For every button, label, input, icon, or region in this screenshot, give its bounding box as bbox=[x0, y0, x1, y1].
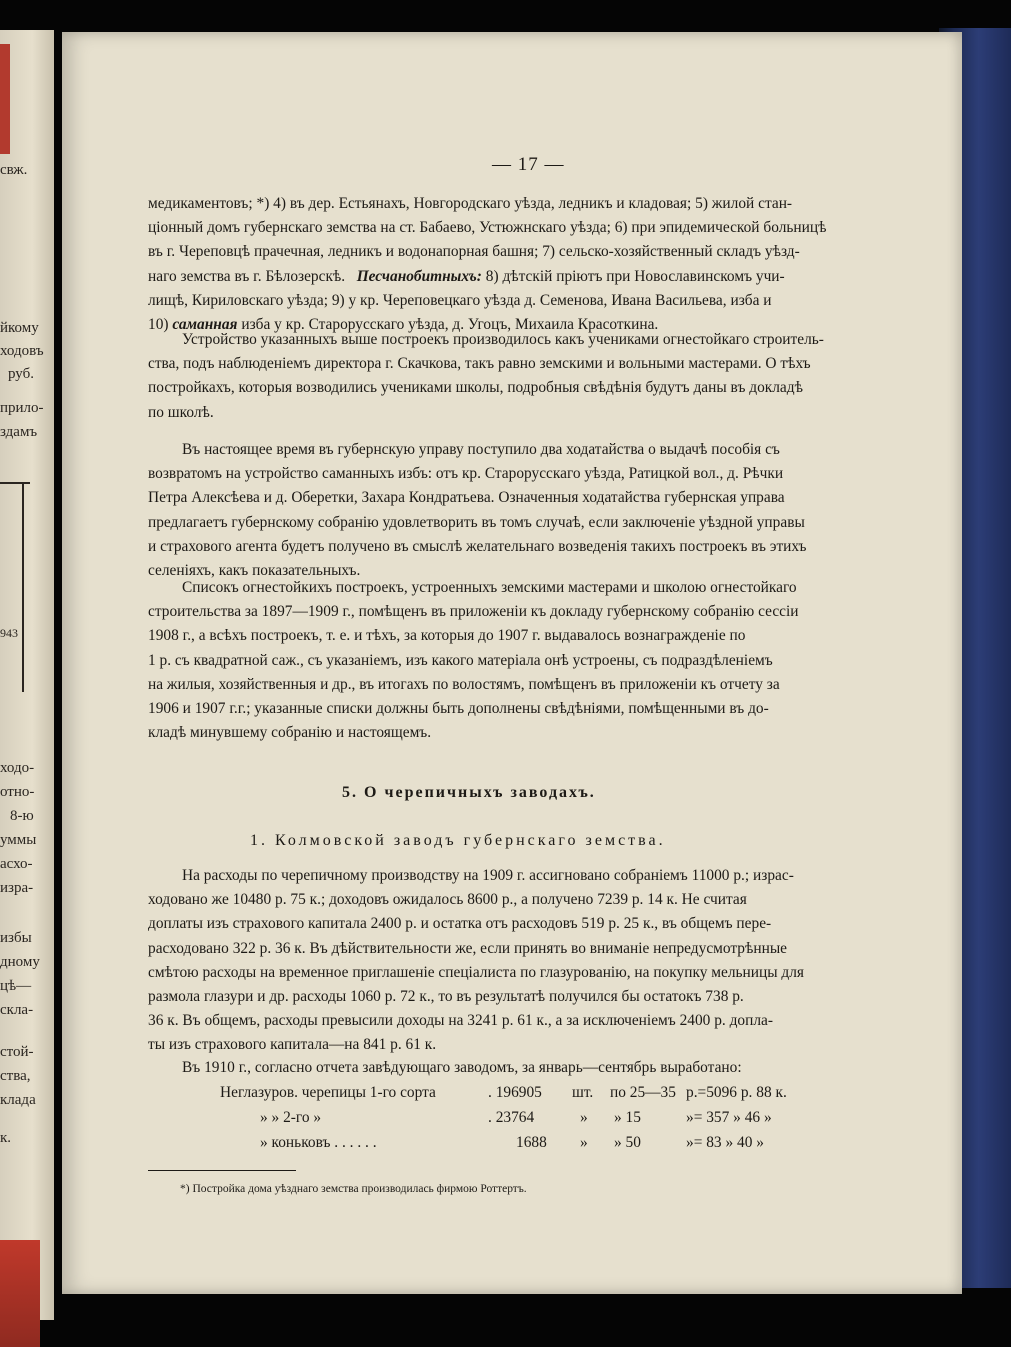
left-fragment: йкому bbox=[0, 320, 39, 336]
row-sum: »= 357 » 46 » bbox=[686, 1109, 772, 1126]
previous-cover-bottom bbox=[0, 1240, 40, 1347]
footnote: *) Постройка дома уѣзднаго земства производилась фирмою Роттертъ. bbox=[180, 1183, 527, 1195]
text-line: кладѣ минувшему собранію и настоящемъ. bbox=[148, 724, 432, 742]
text-line: и страхового агента будетъ получено въ смыслѣ желательнаго возведенія такихъ построекъ въ этихъ bbox=[148, 537, 807, 555]
text-segment: изба у кр. Старорусскаго уѣзда, д. Угоцъ, Михаила Красоткина. bbox=[241, 316, 659, 334]
left-fragment: 943 bbox=[0, 626, 18, 640]
text-line: въ г. Череповцѣ прачечная, ледникъ и водонапорная башня; 7) сельско-хозяйственный складъ уѣзд- bbox=[148, 243, 800, 261]
emphasis-text: саманная bbox=[172, 316, 238, 334]
paragraph-buildings-list bbox=[148, 192, 908, 337]
text-line: предлагаетъ губернскому собранію удовлетворить въ томъ случаѣ, если заключеніе уѣздной управы bbox=[148, 513, 805, 531]
left-fragment: свж. bbox=[0, 162, 28, 178]
text-line: по школѣ. bbox=[148, 403, 214, 421]
row-price: по 25—35 bbox=[610, 1084, 676, 1101]
text-line: 36 к. Въ общемъ, расходы превысили доходы на 3241 р. 61 к., а за исключеніемъ 2400 р. допла- bbox=[148, 1012, 773, 1030]
left-fragment: уммы bbox=[0, 832, 37, 848]
text-line: лищѣ, Кириловскаго уѣзда; 9) у кр. Череповецкаго уѣзда д. Семенова, Ивана Васильева, изба и bbox=[148, 291, 772, 309]
row-sum: »= 83 » 40 » bbox=[686, 1134, 764, 1151]
text-line bbox=[148, 265, 908, 289]
left-fragment: ства, bbox=[0, 1068, 31, 1084]
left-table-rule bbox=[0, 482, 30, 484]
row-price: » 15 bbox=[614, 1109, 641, 1126]
text-line: 1908 г., а всѣхъ построекъ, т. е. и тѣхъ, за которыя до 1907 г. выдавалось вознагражденіе по bbox=[148, 627, 746, 645]
subsection-title: 1. Колмовской заводъ губернскаго земства. bbox=[250, 832, 666, 849]
text-line: ства, подъ наблюденіемъ директора г. Скачкова, такъ равно земскими и вольными мастерами. О тѣхъ bbox=[148, 355, 811, 373]
text-line: медикаментовъ; *) 4) въ дер. Естьянахъ, Новгородскаго уѣзда, ледникъ и кладовая; 5) жилой стан- bbox=[148, 195, 793, 212]
left-fragment: здамъ bbox=[0, 424, 38, 440]
row-sum: р.=5096 р. 88 к. bbox=[686, 1084, 787, 1101]
row-price: » 50 bbox=[614, 1134, 641, 1151]
row-qty: . 196905 bbox=[488, 1084, 542, 1101]
paragraph-production-intro bbox=[148, 1056, 908, 1080]
left-fragment: руб. bbox=[8, 366, 34, 382]
left-fragment: к. bbox=[0, 1130, 12, 1146]
text-line: Устройство указанныхъ выше построекъ производилось какъ учениками огнестойкаго строитель- bbox=[182, 331, 824, 348]
text-segment: 8) дѣтскій пріютъ при Новославинскомъ учи- bbox=[485, 267, 785, 285]
left-fragment: скла- bbox=[0, 1002, 34, 1018]
text-line: возвратомъ на устройство саманныхъ избъ: отъ кр. Старорусскаго уѣзда, Ратицкой вол., д. Рѣчки bbox=[148, 465, 784, 483]
emphasis-text: Песчанобитныхъ: bbox=[356, 267, 482, 285]
text-line: Въ 1910 г., согласно отчета завѣдующаго заводомъ, за январь—сентябрь выработано: bbox=[182, 1059, 742, 1076]
previous-cover-edge bbox=[0, 44, 10, 154]
left-fragment: цѣ— bbox=[0, 978, 32, 994]
text-line: Въ настоящее время въ губернскую управу поступило два ходатайства о выдачѣ пособія съ bbox=[182, 441, 780, 458]
row-name: Неглазуров. черепицы 1-го сорта bbox=[220, 1084, 436, 1101]
document-page bbox=[62, 32, 962, 1294]
text-line: 1906 и 1907 г.г.; указанные списки должны быть дополнены свѣдѣніями, помѣщенными въ до- bbox=[148, 700, 769, 718]
paragraph-construction bbox=[148, 328, 908, 425]
left-fragment: избы bbox=[0, 930, 32, 946]
text-line: селеніяхъ, какъ показательныхъ. bbox=[148, 562, 361, 580]
text-segment: наго земства въ г. Бѣлозерскѣ. bbox=[148, 267, 346, 285]
row-unit: » bbox=[580, 1109, 588, 1126]
text-line: ты изъ страхового капитала—на 841 р. 61 к. bbox=[148, 1036, 437, 1054]
row-name: » » 2-го » bbox=[260, 1109, 322, 1126]
text-line: Петра Алексѣева и д. Оберетки, Захара Кондратьева. Означенныя ходатайства губернская управа bbox=[148, 489, 785, 507]
page-number: — 17 — bbox=[492, 154, 565, 175]
text-line: ціонный домъ губернскаго земства на ст. Бабаево, Устюжнскаго уѣзда; 6) при эпидемической больницѣ bbox=[148, 219, 827, 237]
text-line: Списокъ огнестойкихъ построекъ, устроенныхъ земскими мастерами и школою огнестойкаго bbox=[182, 579, 797, 596]
row-unit: шт. bbox=[572, 1084, 594, 1101]
text-line: на жилыя, хозяйственныя и др., въ итогахъ по волостямъ, помѣщенъ въ приложеніи къ отчету за bbox=[148, 675, 780, 693]
left-table-rule bbox=[22, 482, 24, 692]
text-segment: 10) bbox=[148, 316, 169, 334]
text-line: постройкахъ, которыя возводились учениками школы, подробныя свѣдѣнія будутъ даны въ докладѣ bbox=[148, 379, 803, 397]
section-title: 5. О черепичныхъ заводахъ. bbox=[342, 784, 596, 801]
left-fragment: ходовъ bbox=[0, 343, 44, 359]
row-name: » коньковъ . . . . . . bbox=[260, 1134, 377, 1151]
text-line: размола глазури и др. расходы 1060 р. 72 к., то въ результатѣ получился бы остатокъ 738 р. bbox=[148, 988, 744, 1006]
paragraph-expenses bbox=[148, 864, 908, 1058]
paragraph-list-of-buildings bbox=[148, 576, 908, 745]
left-fragment: клада bbox=[0, 1092, 36, 1108]
row-unit: » bbox=[580, 1134, 588, 1151]
text-line: строительства за 1897—1909 г., помѣщенъ въ приложеніи къ докладу губернскому собранію сессіи bbox=[148, 603, 799, 621]
left-fragment: ходо- bbox=[0, 760, 35, 776]
text-line: смѣтою расходы на временное приглашеніе спеціалиста по глазурованію, на покупку мельницы для bbox=[148, 963, 805, 981]
row-qty: 1688 bbox=[516, 1134, 547, 1151]
left-fragment: асхо- bbox=[0, 856, 33, 872]
left-fragment: 8-ю bbox=[10, 808, 34, 824]
footnote-rule bbox=[148, 1170, 296, 1171]
text-line: 1 р. съ квадратной саж., съ указаніемъ, изъ какого матеріала онѣ устроены, съ подраздѣленіемъ bbox=[148, 651, 773, 669]
left-fragment: изра- bbox=[0, 880, 34, 896]
text-line: доплаты изъ страхового капитала 2400 р. и остатка отъ расходовъ 519 р. 25 к., въ общемъ пере- bbox=[148, 915, 772, 933]
previous-page-edge bbox=[0, 30, 54, 1320]
text-line: На расходы по черепичному производству на 1909 г. ассигновано собраніемъ 11000 р.; израс- bbox=[182, 867, 794, 884]
row-qty: . 23764 bbox=[488, 1109, 535, 1126]
text-line: расходовано 322 р. 36 к. Въ дѣйствительности же, если принять во вниманіе непредусмотрѣнные bbox=[148, 939, 787, 957]
left-fragment: прило- bbox=[0, 400, 44, 416]
paragraph-petitions bbox=[148, 438, 908, 583]
text-line: ходовано же 10480 р. 75 к.; доходовъ ожидалось 8600 р., а получено 7239 р. 14 к. Не считая bbox=[148, 891, 747, 909]
left-fragment: дному bbox=[0, 954, 40, 970]
left-fragment: стой- bbox=[0, 1044, 34, 1060]
left-fragment: отно- bbox=[0, 784, 35, 800]
